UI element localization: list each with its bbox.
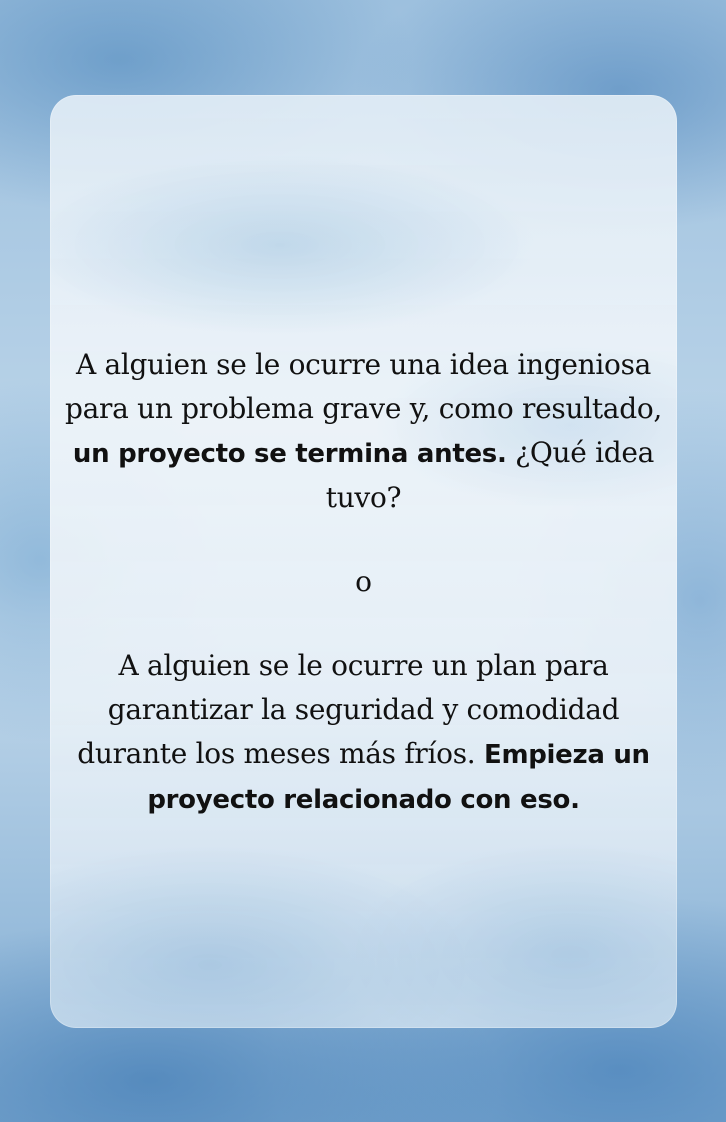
prompt-option-1-emphasis: un proyecto se termina antes. <box>72 439 507 469</box>
prompt-option-2 <box>54 644 674 822</box>
prompt-option-2-text: A alguien se le ocurre un plan para garantizar la seguridad y comodidad durante los meses más fríos. <box>77 649 620 770</box>
prompt-card <box>50 95 677 1028</box>
option-separator: o <box>355 565 372 598</box>
prompt-option-2-emphasis: Empieza un proyecto relacionado con eso. <box>147 740 650 815</box>
prompt-option-1-question: ¿Qué idea tuvo? <box>325 436 655 514</box>
prompt-option-1 <box>54 343 674 520</box>
prompt-content <box>50 343 677 822</box>
prompt-option-1-text: A alguien se le ocurre una idea ingeniosa para un problema grave y, como resultado, <box>64 348 662 425</box>
